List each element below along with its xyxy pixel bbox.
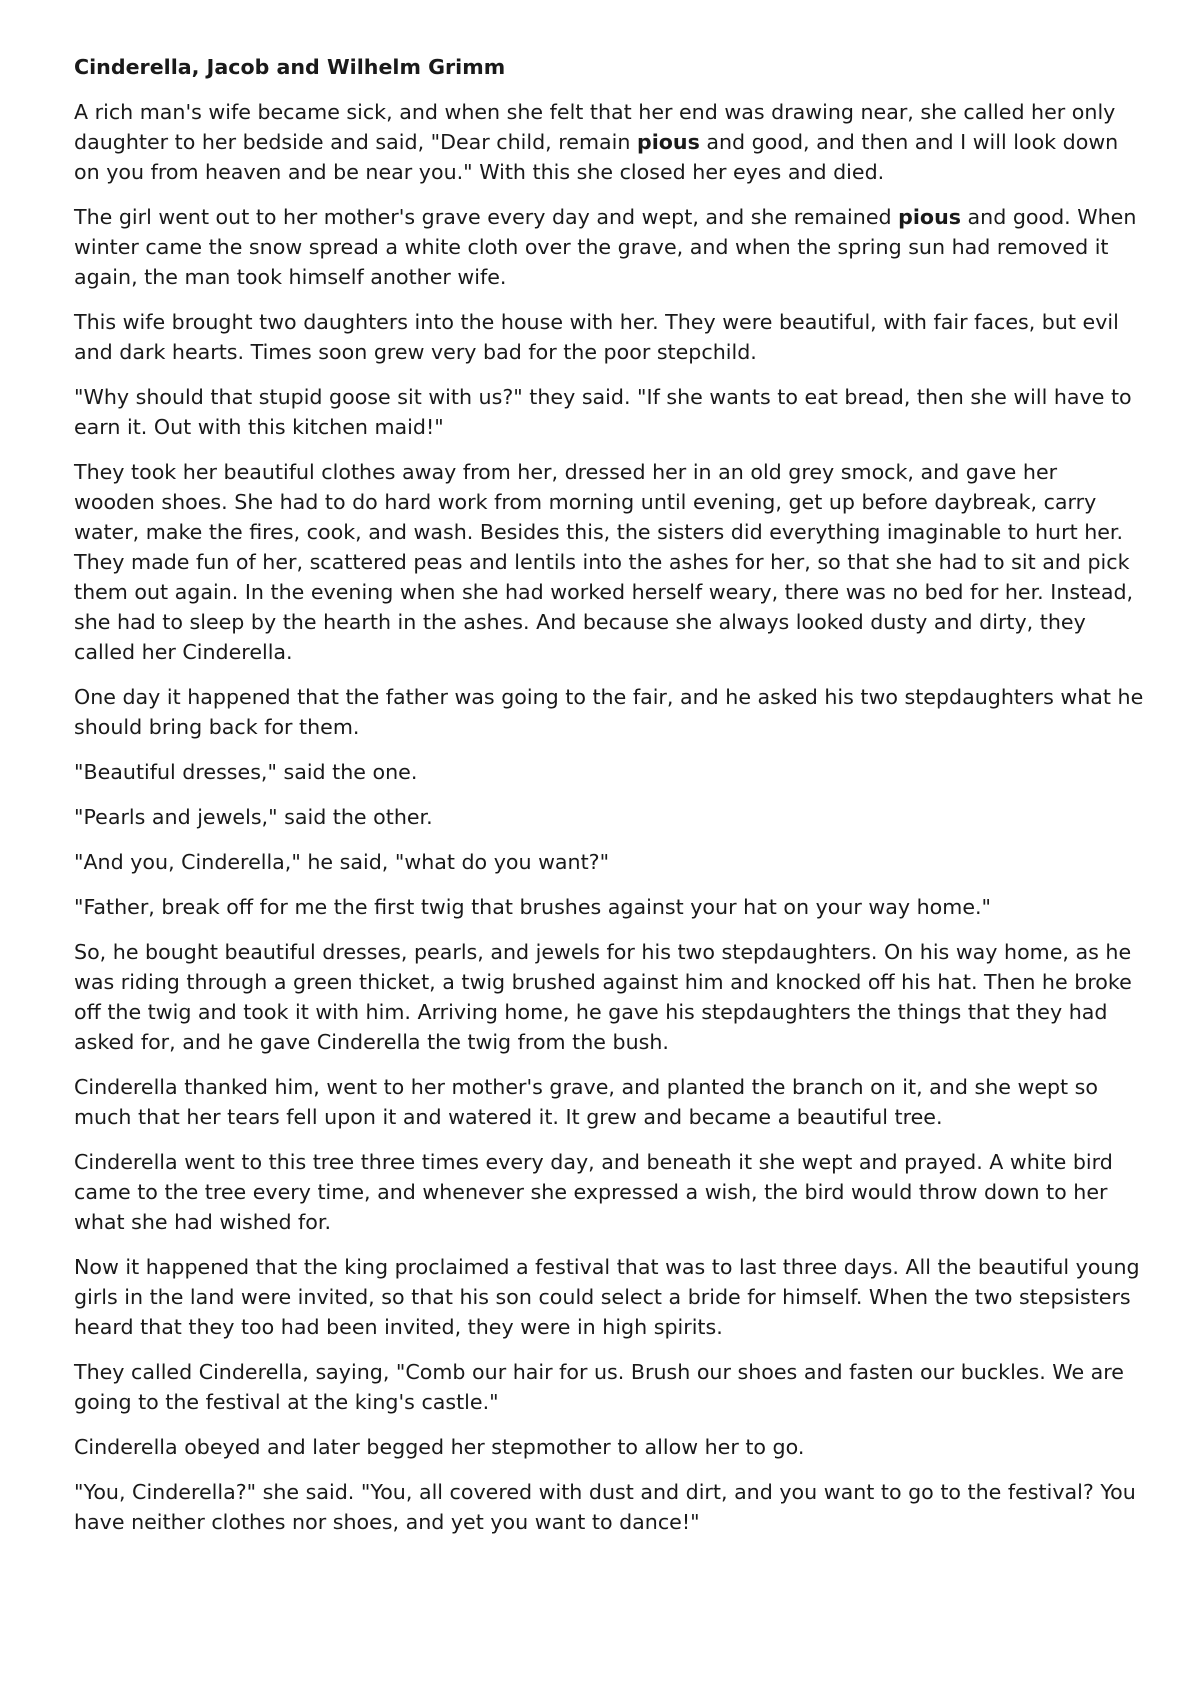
text-run: They took her beautiful clothes away from her, dressed her in an old grey smock, and gave her wooden shoes. She had to do hard work from morning until evening, get up before daybreak, carry water, make the fires, cook, and wash. Besides this, the sisters did everything imaginable to hurt her. They made fun of her, scattered peas and lentils into the ashes for her, so that she had to sit and pick them out again. In the evening when she had worked herself weary, there was no bed for her. Instead, she had to sleep by the hearth in the ashes. And because she always looked dusty and dirty, they called her Cinderella. xyxy=(74,460,1134,664)
text-run: So, he bought beautiful dresses, pearls, and jewels for his two stepdaughters. On his way home, as he was riding through a green thicket, a twig brushed against him and knocked off his hat. Then he broke off the twig and took it with him. Arriving home, he gave his stepdaughters the things that they had asked for, and he gave Cinderella the twig from the bush. xyxy=(74,940,1132,1054)
paragraph xyxy=(74,202,1144,292)
paragraph xyxy=(74,1432,1144,1462)
text-run: "You, Cinderella?" she said. "You, all covered with dust and dirt, and you want to go to the festival? You have neither clothes nor shoes, and yet you want to dance!" xyxy=(74,1480,1136,1534)
text-run: Now it happened that the king proclaimed a festival that was to last three days. All the beautiful young girls in the land were invited, so that his son could select a bride for himself. When the two stepsisters heard that they too had been invited, they were in high spirits. xyxy=(74,1255,1140,1339)
text-run: One day it happened that the father was going to the fair, and he asked his two stepdaughters what he should bring back for them. xyxy=(74,685,1144,739)
paragraph xyxy=(74,457,1144,667)
text-run: "Why should that stupid goose sit with us?" they said. "If she wants to eat bread, then she will have to earn it. Out with this kitchen maid!" xyxy=(74,385,1132,439)
paragraph xyxy=(74,307,1144,367)
text-run: and good. When winter came the snow spread a white cloth over the grave, and when the spring sun had removed it again, the man took himself another wife. xyxy=(74,205,1137,289)
text-run: They called Cinderella, saying, "Comb our hair for us. Brush our shoes and fasten our buckles. We are going to the festival at the king's castle." xyxy=(74,1360,1124,1414)
text-run: Cinderella went to this tree three times every day, and beneath it she wept and prayed. A white bird came to the tree every time, and whenever she expressed a wish, the bird would throw down to her what she had wished for. xyxy=(74,1150,1113,1234)
text-run: This wife brought two daughters into the house with her. They were beautiful, with fair faces, but evil and dark hearts. Times soon grew very bad for the poor stepchild. xyxy=(74,310,1119,364)
emphasized-word: pious xyxy=(898,205,961,229)
text-run: "Pearls and jewels," said the other. xyxy=(74,805,433,829)
paragraph xyxy=(74,97,1144,187)
text-run: "Beautiful dresses," said the one. xyxy=(74,760,418,784)
paragraph xyxy=(74,1072,1144,1132)
text-run: A rich man's wife became sick, and when she felt that her end was drawing near, she called her only daughter to her bedside and said, "Dear child, remain xyxy=(74,100,1116,154)
paragraph xyxy=(74,757,1144,787)
text-run: Cinderella thanked him, went to her mother's grave, and planted the branch on it, and she wept so much that her tears fell upon it and watered it. It grew and became a beautiful tree. xyxy=(74,1075,1099,1129)
paragraph xyxy=(74,1252,1144,1342)
paragraph xyxy=(74,1357,1144,1417)
paragraph xyxy=(74,937,1144,1057)
text-run: "And you, Cinderella," he said, "what do you want?" xyxy=(74,850,610,874)
paragraph xyxy=(74,382,1144,442)
document-page xyxy=(74,52,1144,1552)
text-run: The girl went out to her mother's grave every day and wept, and she remained xyxy=(74,205,899,229)
emphasized-word: pious xyxy=(636,130,700,154)
paragraph xyxy=(74,682,1144,742)
paragraph xyxy=(74,802,1144,832)
text-run: Cinderella obeyed and later begged her stepmother to allow her to go. xyxy=(74,1435,805,1459)
document-title: Cinderella, Jacob and Wilhelm Grimm xyxy=(74,55,506,79)
text-run: "Father, break off for me the first twig that brushes against your hat on your way home." xyxy=(74,895,992,919)
paragraph xyxy=(74,1477,1144,1537)
text-run: and good, and then and I will look down on you from heaven and be near you." With this she closed her eyes and died. xyxy=(74,130,1119,184)
document-body xyxy=(74,97,1144,1537)
paragraph xyxy=(74,847,1144,877)
paragraph xyxy=(74,892,1144,922)
paragraph xyxy=(74,1147,1144,1237)
